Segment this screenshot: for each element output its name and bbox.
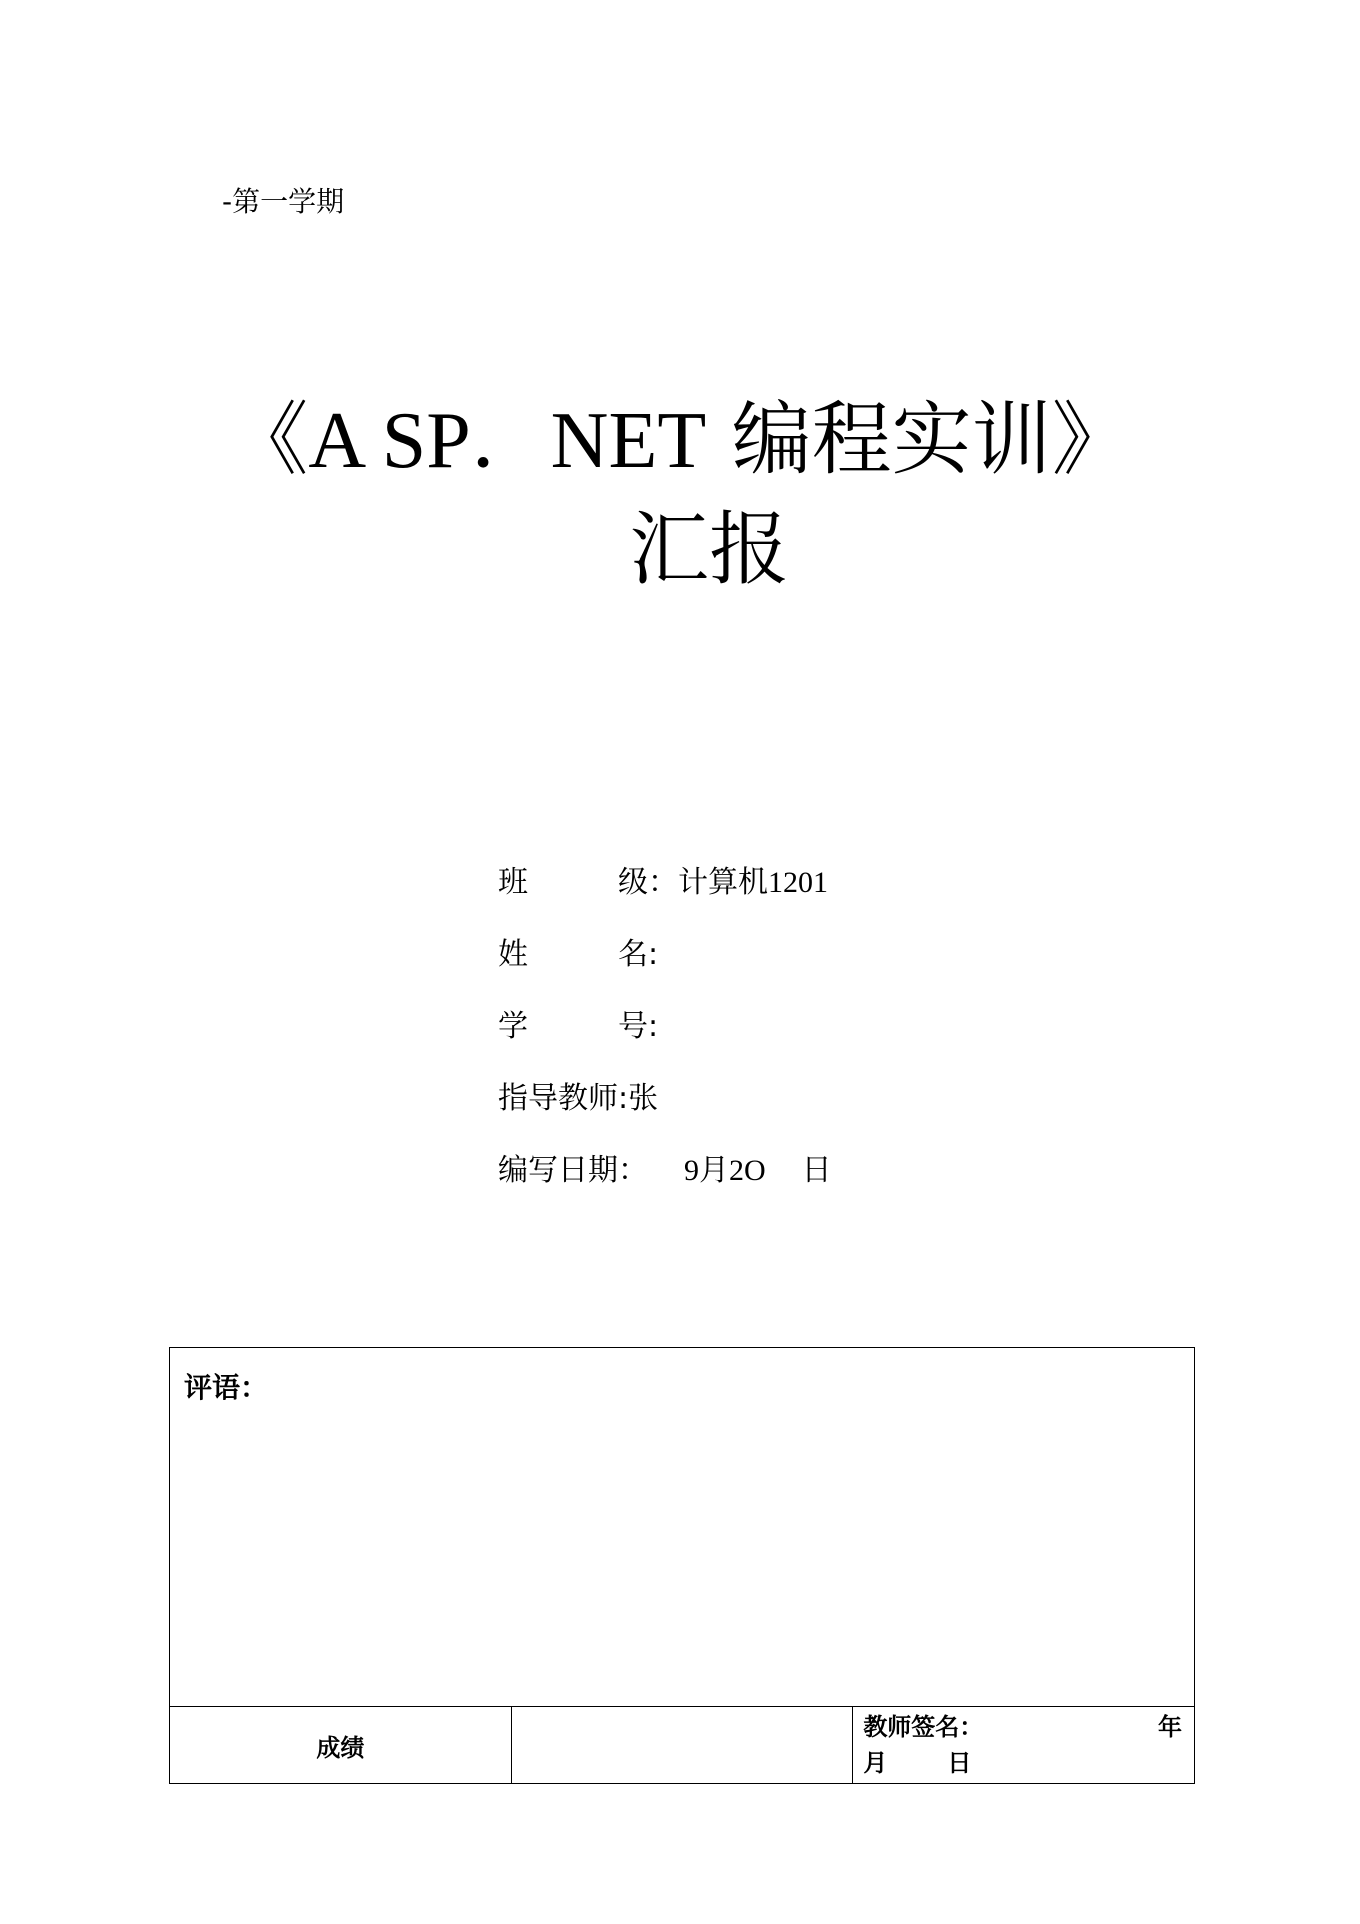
name-label-a: 姓	[498, 937, 528, 972]
teacher-row	[498, 1078, 1058, 1150]
student-id-row	[498, 1006, 1058, 1078]
date-month-num: 9	[684, 1154, 699, 1187]
title-latin: A SP．NET	[308, 397, 707, 485]
id-label-a: 学	[498, 1009, 528, 1044]
title-open-bracket: 《	[228, 393, 309, 486]
month-label: 月	[863, 1749, 888, 1777]
score-value-cell[interactable]	[511, 1707, 853, 1784]
class-value-num: 1201	[768, 866, 828, 899]
date-label: 编写日期：	[498, 1153, 648, 1188]
date-day-num: 2O	[729, 1154, 766, 1187]
semester-label: -第一学期	[222, 185, 345, 218]
class-label-b: 级：	[618, 865, 678, 900]
comment-label: 评语：	[184, 1371, 269, 1404]
id-label-b: 号:	[618, 1009, 659, 1044]
title-close-bracket: 》	[1051, 393, 1132, 486]
report-title	[0, 390, 1360, 491]
title-cn: 编程实训	[706, 393, 1052, 486]
name-label-b: 名:	[618, 937, 659, 972]
date-month-unit: 月	[699, 1153, 729, 1188]
date-row	[498, 1150, 1058, 1222]
class-label-a: 班	[498, 865, 528, 900]
score-label: 成绩	[170, 1707, 512, 1784]
month-day-line	[863, 1745, 1184, 1781]
signature-label: 教师签名：	[863, 1713, 984, 1741]
year-label: 年	[1158, 1713, 1182, 1741]
class-row	[498, 862, 1058, 934]
comment-cell[interactable]	[170, 1348, 1195, 1707]
student-info	[498, 862, 1058, 1222]
teacher-label: 指导教师:	[498, 1081, 629, 1116]
day-label: 日	[947, 1749, 972, 1777]
signature-cell[interactable]	[853, 1707, 1195, 1784]
name-row	[498, 934, 1058, 1006]
date-day-unit: 日	[801, 1153, 832, 1188]
teacher-value: 张	[628, 1081, 659, 1116]
signature-line	[863, 1709, 1184, 1745]
report-title-line2: 汇报	[629, 503, 789, 596]
class-value-cn: 计算机	[678, 865, 768, 900]
grading-table	[169, 1347, 1195, 1784]
